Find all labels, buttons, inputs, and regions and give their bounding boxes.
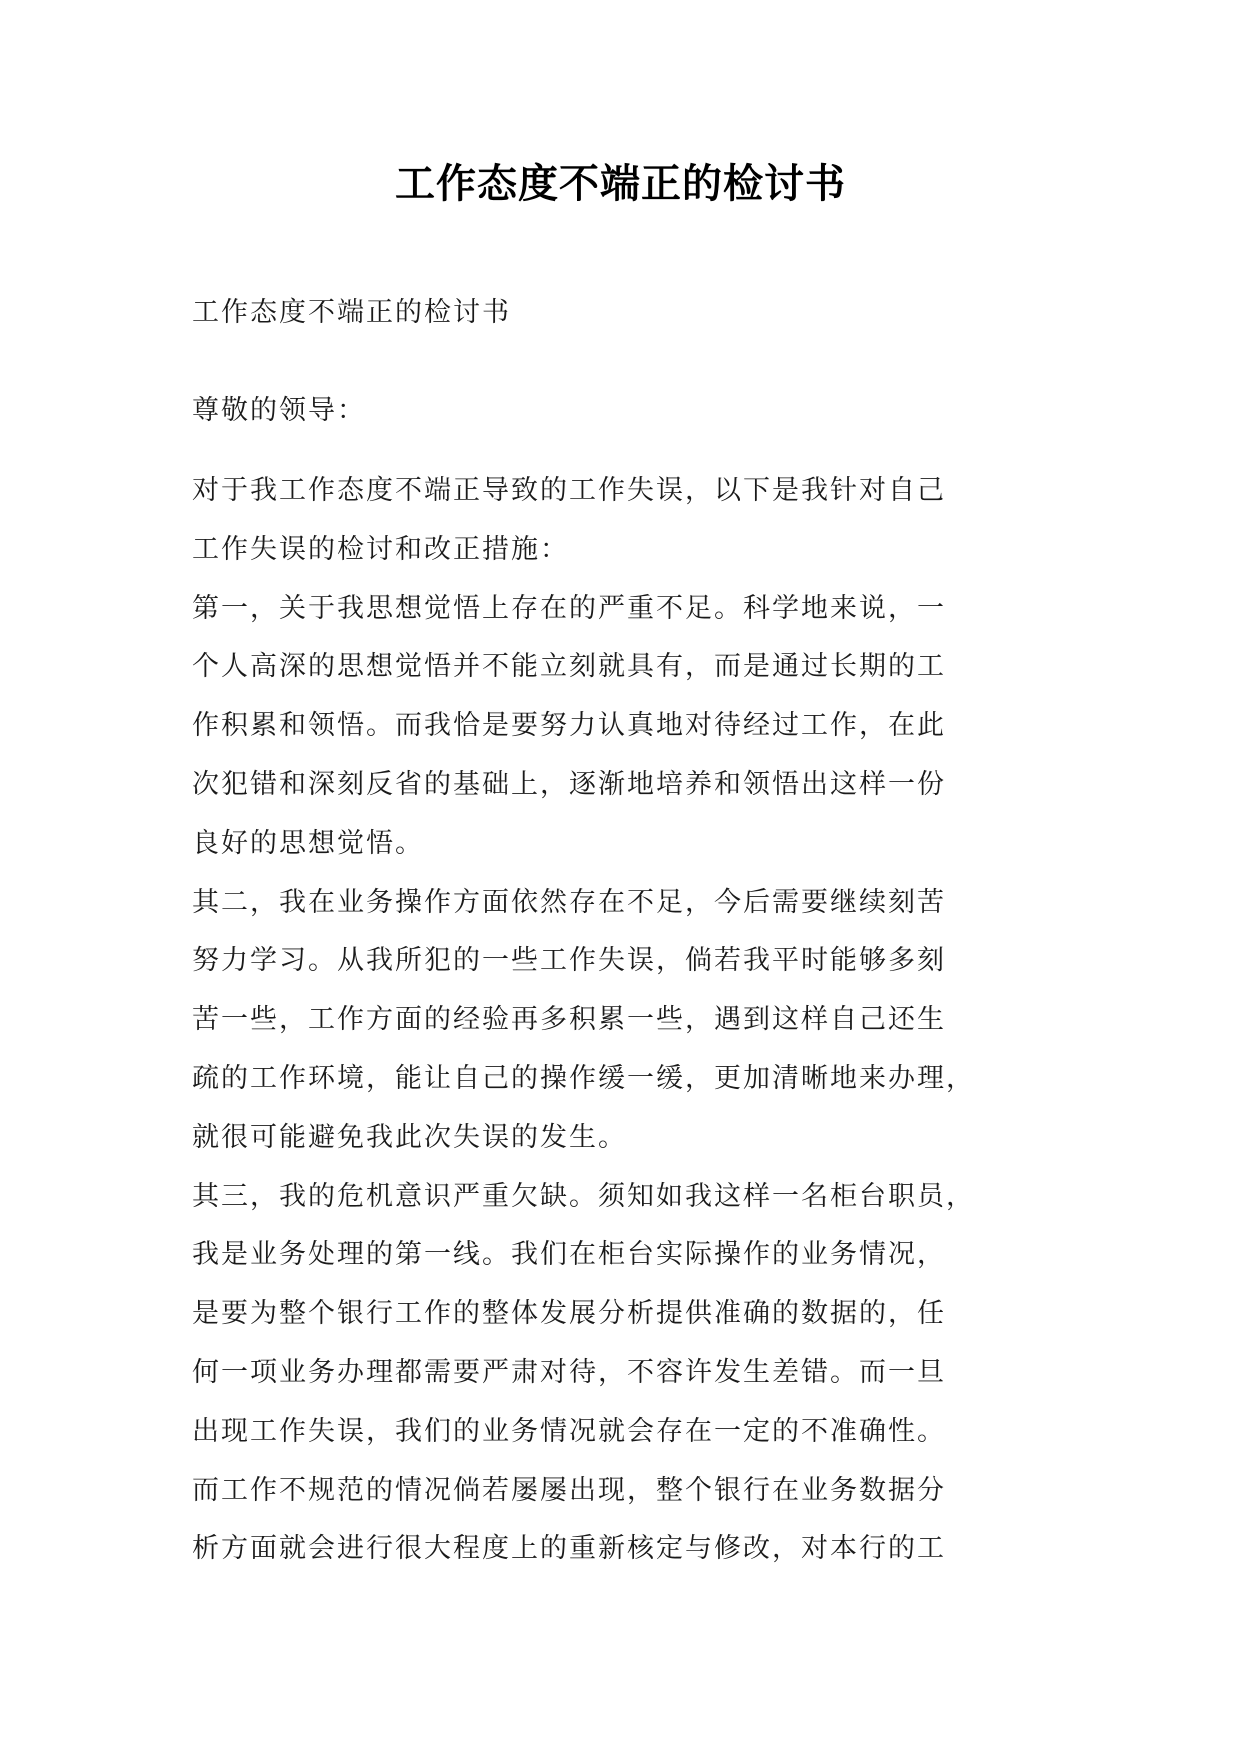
body-line: 良好的思想觉悟。 [192,827,424,859]
body-line: 是要为整个银行工作的整体发展分析提供准确的数据的，任 [192,1298,946,1330]
body-line: 析方面就会进行很大程度上的重新核定与修改，对本行的工 [192,1533,946,1565]
body-text [192,462,1072,1579]
body-line: 次犯错和深刻反省的基础上，逐渐地培养和领悟出这样一份 [192,768,946,800]
body-line: 我是业务处理的第一线。我们在柜台实际操作的业务情况， [192,1239,946,1271]
salutation: 尊敬的领导： [192,395,366,426]
body-line: 出现工作失误，我们的业务情况就会存在一定的不准确性。 [192,1415,946,1447]
body-line: 其三，我的危机意识严重欠缺。须知如我这样一名柜台职员， [192,1180,975,1212]
body-line: 工作失误的检讨和改正措施： [192,533,569,565]
body-line: 何一项业务办理都需要严肃对待，不容许发生差错。而一旦 [192,1356,946,1388]
body-line: 第一，关于我思想觉悟上存在的严重不足。科学地来说，一 [192,592,946,624]
body-line: 就很可能避免我此次失误的发生。 [192,1121,627,1153]
document-subtitle: 工作态度不端正的检讨书 [192,297,511,328]
body-line: 苦一些，工作方面的经验再多积累一些，遇到这样自己还生 [192,1004,946,1036]
body-line: 其二，我在业务操作方面依然存在不足，今后需要继续刻苦 [192,886,946,918]
body-line: 个人高深的思想觉悟并不能立刻就具有，而是通过长期的工 [192,651,946,683]
body-line: 对于我工作态度不端正导致的工作失误，以下是我针对自己 [192,475,946,506]
document-title: 工作态度不端正的检讨书 [395,160,846,207]
body-line: 作积累和领悟。而我恰是要努力认真地对待经过工作，在此 [192,710,946,742]
body-line: 疏的工作环境，能让自己的操作缓一缓，更加清晰地来办理， [192,1062,975,1094]
body-line: 而工作不规范的情况倘若屡屡出现，整个银行在业务数据分 [192,1474,946,1506]
body-line: 努力学习。从我所犯的一些工作失误，倘若我平时能够多刻 [192,945,946,977]
